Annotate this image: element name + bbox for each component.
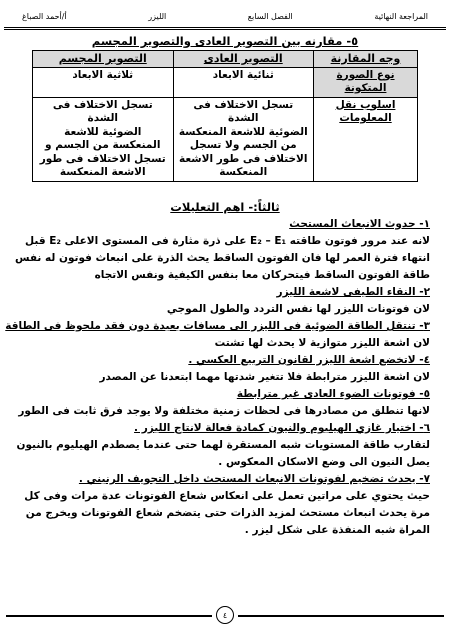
table-cell-aspect: اسلوب نقل المعلومات xyxy=(314,97,418,181)
explanation-heading: ٢- النقاء الطيفى لاشعة الليزر xyxy=(276,286,430,298)
explanation-heading: ٣- تنتقل الطاقة الضوئية فى الليزر الى مسافات بعيدة دون فقد ملحوظ فى الطاقة xyxy=(5,320,430,332)
table-cell-line: تسجل الاختلاف فى طور xyxy=(39,152,166,165)
table-cell-aspect: نوع الصورة المتكونة xyxy=(314,67,418,97)
explanation-line: مرة يحدث انبعاث مستحث لمزيد الذرات حتى يتضخم شعاع الفوتونات ويخرج من xyxy=(25,507,430,519)
table-cell-line: الاختلاف فى طور الاشعة xyxy=(179,152,308,165)
header-subject-label: الليزر xyxy=(148,11,167,21)
table-row xyxy=(33,67,418,97)
table-cell-normal xyxy=(173,97,314,181)
table-header-row xyxy=(33,51,418,68)
footer-divider-left xyxy=(6,615,212,617)
explanation-line: انتهاء فترة العمر لها فان الفوتون الساقط يحث الذرة على انبعاث فوتون له نفس xyxy=(15,252,430,264)
table-header-aspect: وجه المقارنة xyxy=(314,51,418,68)
explanation-line: لان فوتونات الليزر لها نفس التردد والطول الموجي xyxy=(166,303,430,315)
header-author-label: أ/أحمد الصباغ xyxy=(22,11,67,21)
explanation-line: لتقارب طاقة المستويات شبه المستقرة لهما حتى عندما يصطدم الهيليوم بالنيون xyxy=(16,439,430,451)
table-cell-holographic: ثلاثية الابعاد xyxy=(33,67,174,97)
page-header xyxy=(10,6,440,26)
explanation-line: لانها تنطلق من مصادرها فى لحظات زمنية مختلفة ولا يوجد فرق ثابت فى الطور xyxy=(18,405,430,417)
explanation-line: لان اشعة الليزر متوازية لا يحدث لها تشتت xyxy=(214,337,430,349)
table-cell-line: الاشعة المنعكسة xyxy=(59,166,146,178)
explanation-heading: ٤- لاتخضع اشعة الليزر لقانون التربيع العكسي . xyxy=(188,354,430,366)
explanation-heading: ٧- يحدث تضخيم لفوتونات الانبعاث المستحث داخل التجويف الرنيني . xyxy=(78,473,430,485)
table-header-normal: التصوير العادى xyxy=(173,51,314,68)
table-row xyxy=(33,97,418,181)
explanations-body xyxy=(5,216,430,539)
explanation-line: طاقة الفوتون الساقط فيتحركان معا بنفس الكيفية ونفس الاتجاه xyxy=(94,269,430,281)
table-header-holographic: التصوير المجسم xyxy=(33,51,174,68)
explanation-line: حيث يحتوي على مراتين تعمل على انعكاس شعاع الفوتونات عدة مرات وفى كل xyxy=(24,490,430,502)
explanation-line: لان اشعة الليزر مترابطة فلا تتغير شدتها مهما ابتعدنا عن المصدر xyxy=(99,371,430,383)
page-number: ٤ xyxy=(216,606,234,624)
subtitle-explanations: ثالثاً:- اهم التعليلات xyxy=(170,200,280,214)
explanation-heading: ١- حدوث الانبعاث المستحث xyxy=(289,218,430,230)
header-review-label: المراجعة النهائية xyxy=(374,11,428,21)
explanation-line: المراة شبه المنفذة على شكل ليزر . xyxy=(244,524,430,536)
table-cell-line: المنعكسة من الجسم و xyxy=(45,139,161,151)
section-title: ٥- مقارنه بين التصوير العادى والتصوير المجسم xyxy=(91,34,359,48)
table-cell-holographic xyxy=(33,97,174,181)
explanation-heading: ٥- فوتونات الضوء العادى غير مترابطة xyxy=(236,388,430,400)
table-cell-line: المنعكسة xyxy=(219,166,268,178)
table-cell-normal: ثنائية الابعاد xyxy=(173,67,314,97)
table-cell-line: تسجل الاختلاف فى الشدة xyxy=(52,98,153,124)
footer-divider-right xyxy=(238,615,444,617)
header-divider xyxy=(4,27,446,30)
explanation-line: لانه عند مرور فوتون طاقته E₂ – E₁ على ذرة مثارة فى المستوى الاعلى E₂ قبل xyxy=(25,235,430,247)
table-cell-line: الضوئية للاشعة xyxy=(64,125,142,138)
table-cell-line: من الجسم ولا تسجل xyxy=(189,139,297,151)
explanation-line: يصل النيون الى وضع الاسكان المعكوس . xyxy=(218,456,430,468)
header-chapter-label: الفصل السابع xyxy=(247,11,293,21)
explanation-heading: ٦- اختيار غازي الهيليوم والنيون كمادة فعالة لانتاج الليزر . xyxy=(134,422,430,434)
table-cell-line: تسجل الاختلاف فى الشدة xyxy=(193,98,294,124)
comparison-table xyxy=(32,50,418,182)
table-cell-line: الضوئية للاشعة المنعكسة xyxy=(178,125,308,138)
